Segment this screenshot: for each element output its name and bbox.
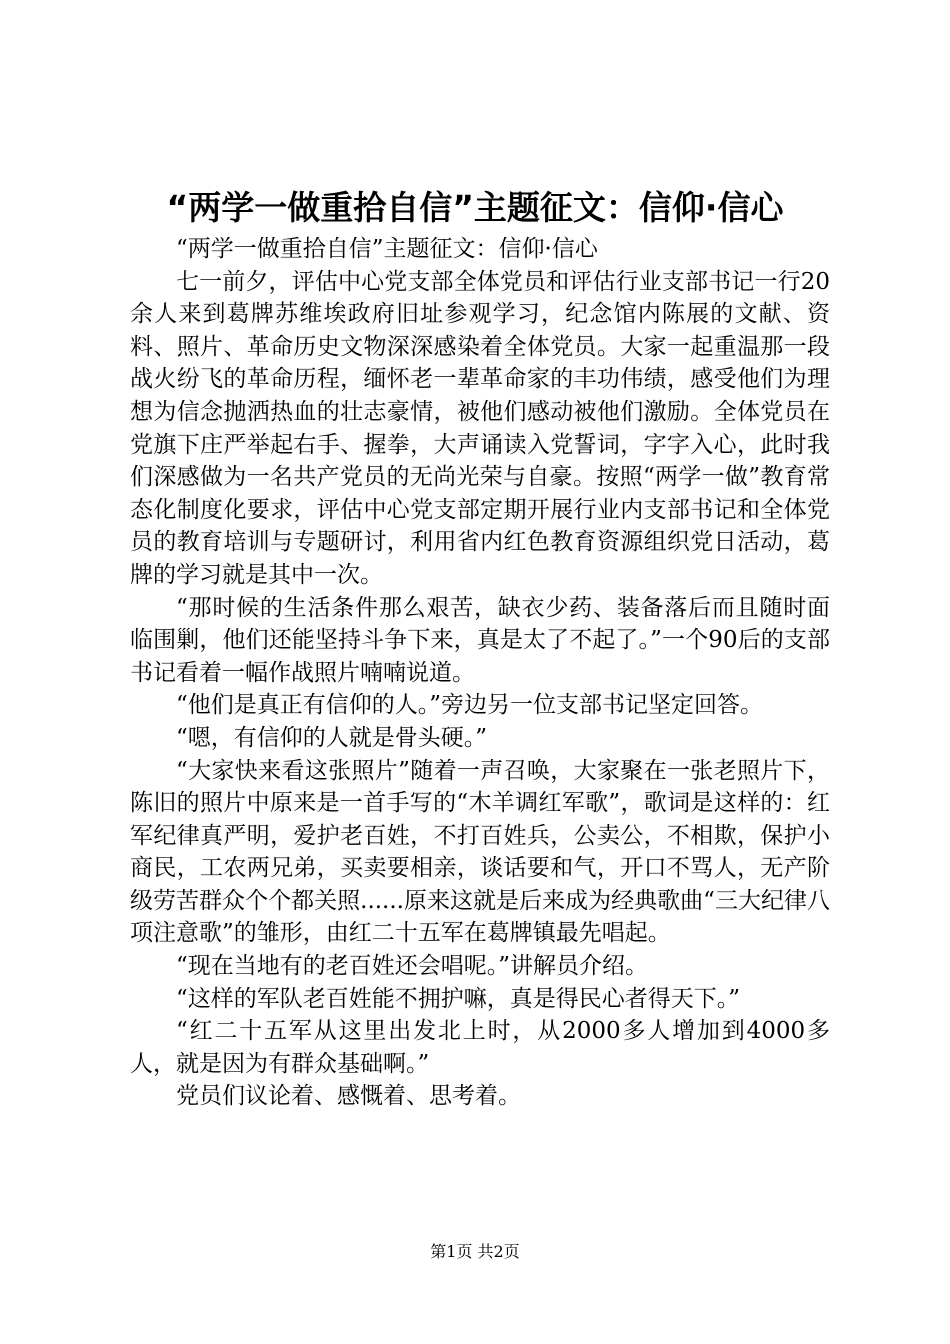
intro-paragraph: 七一前夕，评估中心党支部全体党员和评估行业支部书记一行20余人来到葛牌苏维埃政府旧址参观学习，纪念馆内陈展的文献、资料、照片、革命历史文物深深感染着全体党员。大家一起重温那一段战火纷飞的革命历程，缅怀老一辈革命家的丰功伟绩，感受他们为理想为信念抛洒热血的壮志豪情，被他们感动被他们激励。全体党员在党旗下庄严举起右手、握拳，大声诵读入党誓词，字字入心，此时我们深感做为一名共产党员的无尚光荣与自豪。按照“两学一做”教育常态化制度化要求，评估中心党支部定期开展行业内支部书记和全体党员的教育培训与专题研讨，利用省内红色教育资源组织党日活动，葛牌的学习就是其中一次。 (130, 268, 830, 588)
document-title: “两学一做重拾自信”主题征文：信仰·信心 (166, 188, 784, 227)
document-body (130, 233, 830, 1113)
quote-paragraph-hardship: “那时候的生活条件那么艰苦，缺衣少药、装备落后而且随时面临围剿，他们还能坚持斗争下来，真是太了不起了。”一个90后的支部书记看着一幅作战照片喃喃说道。 (130, 594, 830, 686)
support-paragraph: “这样的军队老百姓能不拥护嘛，真是得民心者得天下。” (176, 985, 741, 1012)
song-paragraph: “大家快来看这张照片”随着一声召唤，大家聚在一张老照片下，陈旧的照片中原来是一首手写的“木羊调红军歌”，歌词是这样的：红军纪律真严明，爱护老百姓，不打百姓兵，公卖公，不相欺，保护小商民，工农两兄弟，买卖要相亲，谈话要和气，开口不骂人，无产阶级劳苦群众个个都关照......原来这就是后来成为经典歌曲“三大纪律八项注意歌”的雏形，由红二十五军在葛牌镇最先唱起。 (130, 757, 830, 947)
page-number-footer: 第1页 共2页 (430, 1242, 520, 1261)
subtitle-paragraph: “两学一做重拾自信”主题征文：信仰·信心 (176, 236, 598, 262)
army-growth-paragraph: “红二十五军从这里出发北上时，从2000多人增加到4000多人，就是因为有群众基础啊。” (130, 1018, 830, 1077)
quote-paragraph-faith: “他们是真正有信仰的人。”旁边另一位支部书记坚定回答。 (176, 692, 764, 719)
guide-paragraph: “现在当地有的老百姓还会唱呢。”讲解员介绍。 (176, 953, 649, 980)
closing-paragraph: 党员们议论着、感慨着、思考着。 (176, 1083, 521, 1110)
quote-paragraph-backbone: “嗯，有信仰的人就是骨头硬。” (176, 724, 488, 751)
